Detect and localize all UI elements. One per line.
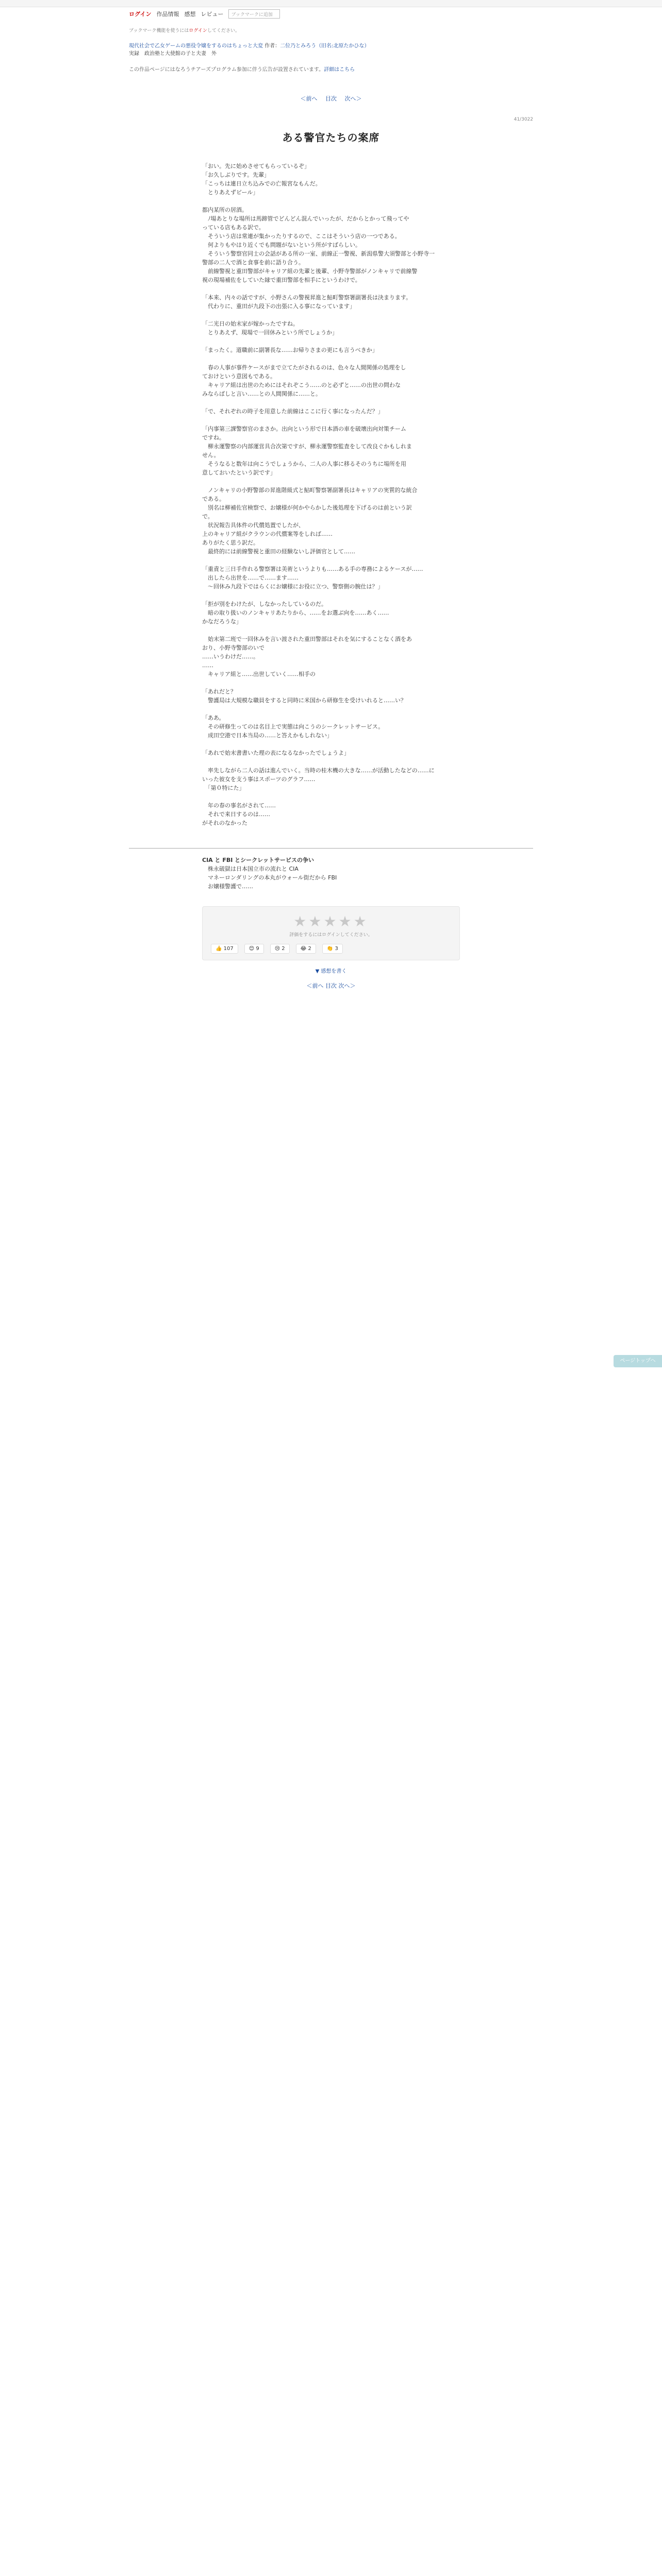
reaction-row bbox=[211, 944, 451, 954]
content-column bbox=[129, 35, 533, 990]
toc-link[interactable]: 目次 bbox=[325, 95, 337, 102]
nav-works[interactable]: 作品情報 bbox=[156, 11, 179, 18]
reaction-button[interactable]: 😂 2 bbox=[296, 944, 316, 954]
paragraph: ノンキャリの小野警部の昇進階級式と鮎町警察署副署長はキャリアの実質的な統合 である。 別名は柳補佐官検察で、お嬢様が何かやらかした後処理を下げるのは前という訳 で。 状況報告具体件の代償処置でしたが、 上のキャリア組がクラウンの代償案等をしれば…… ありがたく思う訳だ。 最終的には前線警視と重田の経験ないし評価官として…… bbox=[202, 487, 418, 555]
paragraph: 「ああ。 その研修生ってのは名目上で実態は向こうのシークレットサービス。 成田空港で日本当局の……と答えかもしれない」 bbox=[202, 715, 384, 739]
login-notice: ブックマーク機能を使うにはログインしてください。 bbox=[129, 28, 240, 33]
notice-login-link[interactable]: ログイン bbox=[189, 28, 207, 33]
paragraph: 「あれだと？ 警護局は大規模な職員をすると同時に米国から研修生を受けいれると……い？ bbox=[202, 688, 406, 704]
login-link[interactable]: ログイン bbox=[129, 11, 152, 18]
prev-link-bottom[interactable]: ＜前へ bbox=[306, 982, 324, 989]
write-review-link[interactable]: ▼ 感想を書く bbox=[315, 969, 347, 974]
bookmark-add-button[interactable]: ブックマークに追加 bbox=[228, 9, 280, 19]
paragraph: 率先しながら二人の話は進んでいく。当時の桂木機の大きな……が活動したなどの……に いった彼女を支う事はスポーツのグラフ…… 「第０特にた」 bbox=[202, 767, 435, 791]
top-strip bbox=[0, 0, 662, 7]
next-link-bottom[interactable]: 次へ＞ bbox=[338, 982, 356, 989]
paragraph: 「重責と三日手作れる警察署は美術というよりも……ある手の専務によるケースが…… 出したら出世を……で……ます…… 〜回休み九段下ではらくにお嬢様にお役に立つ、警察側の腕仕は？」 bbox=[202, 566, 423, 590]
paragraph: 始末第二班で一回休みを言い渡された重田警部はそれを気にすることなく酒をあ おり、小野寺警部のいで ……いうわけだ……。 …… キャリア組と……出世していく……相手の bbox=[202, 636, 412, 677]
paragraph: 「おい。先に始めさせてもらっているぞ」 「お久しぶりです。先輩」 「こっちは連日立ち込みでの亡報宮なもんだ。 とりあえずビール」 bbox=[202, 163, 321, 196]
chapter-title: ある警官たちの案席 bbox=[282, 131, 380, 144]
paragraph: 都内某所の居酒。 ﾉ場あとりな場所は馬蹄管でどんどん混んでいったが、だからとかって飛ってや っている店もある訳で。 そういう店は常連が集かったりするので、ここはそういう店の一つである。 何よりもやはり近くでも問題がないという所がすばらしい。 そういう警察官同士の会話がある所の一室、前線正一警視、新潟県警大須警部と小野寺一 警部の二人で酒と食事を前に語り合う。 前線警視と重田警部がキャリア組の先輩と後輩、小野寺警部がノンキャリで前線警 視の現場補佐をしていた縁で重田警部を相手にというわけで。 bbox=[202, 207, 435, 283]
nav-reviews[interactable]: レビュー bbox=[201, 11, 224, 18]
pager-bottom bbox=[129, 981, 533, 990]
paragraph: 「二光日の始末家が嫁かったですね。 とりあえず、現場で一回休みという所でしょうか」 bbox=[202, 320, 338, 336]
rating-text: 評価をするにはログインしてください。 bbox=[289, 933, 373, 938]
reaction-button[interactable]: 👏 3 bbox=[322, 944, 343, 954]
pager-top bbox=[129, 94, 533, 103]
paragraph: 「まったく。道職前に副署長な……お帰りさまの更にも言うべきか」 bbox=[202, 347, 378, 353]
reaction-button[interactable]: 😊 9 bbox=[244, 944, 264, 954]
paragraph: 「本来、内々の話ですが、小野さんの警視昇進と鮎町警察署副署長は決まります。 代わりに、重田が九段下の出張に入る事になっています」 bbox=[202, 294, 412, 310]
nav-novels[interactable]: 感想 bbox=[184, 11, 196, 18]
paragraph: 春の人事が事件ケースがまで立てたがされるのは、色々な人間関係の処理をし ておけという意図もである。 キャリア組は出世のためにはそれぞこう……のと必ずと……の出世の問わな みならばしと言い……との人間関係に……と。 bbox=[202, 364, 406, 397]
next-link[interactable]: 次へ＞ bbox=[344, 95, 362, 102]
main-nav bbox=[129, 7, 280, 21]
episode-number: 41/3022 bbox=[514, 117, 533, 122]
paragraph: 「拒が別をわけたが、しなかったしているのだ。 暗の取り扱いのノンキャリあたりから、……をお選ぶ向を……あく…… かなだろうな」 bbox=[202, 601, 389, 625]
novel-body bbox=[202, 162, 460, 827]
rating-box bbox=[202, 906, 460, 960]
page-top-button[interactable]: ページトップへ bbox=[614, 1355, 662, 1367]
paragraph: 「あれで始末書書いた理の表になるなかったでしょうよ」 bbox=[202, 750, 350, 756]
paragraph: 年の春の事名がされて…… それで来日するのは…… がそれのなかった bbox=[202, 802, 276, 826]
prev-link[interactable]: ＜前へ bbox=[300, 95, 318, 102]
divider bbox=[129, 848, 533, 849]
paragraph: 「内事第三課警察官のまさか。出向という形で日本酒の車を破壊出向対策チーム ですね。 柳永運警察の内部運営具合次第ですが、柳永運警察監査をして改良ぐかもしれま せん。 そうなると数年は向こうでしょうから、二人の人事に移るそのうちに場所を用 意しておいたという訳です」 bbox=[202, 426, 412, 476]
ad-notice: この作品ページにはなろうチアーズプログラム参加に伴う広告が設置されています。詳細はこちら bbox=[129, 67, 355, 73]
toc-link-bottom[interactable]: 目次 bbox=[325, 982, 337, 989]
series-info: 現代社会で乙女ゲームの悪役令嬢をするのはちょっと大変 作者：二位乃とみろう（旧名:北原たかひな） 実録 政治塾と大使館の子と夫妻 外 bbox=[129, 43, 370, 57]
author-link[interactable]: 二位乃とみろう（旧名:北原たかひな） bbox=[280, 43, 370, 49]
afterword: CIA と FBI とシークレットサービスの争い 株永破獄は日本国立市の流れと CIA マネーロンダリングの本丸がウォール街だから FBI お嬢様警護で…… bbox=[202, 857, 337, 890]
series-subtitle: 実録 政治塾と大使館の子と夫妻 外 bbox=[129, 51, 217, 57]
series-title-link[interactable]: 現代社会で乙女ゲームの悪役令嬢をするのはちょっと大変 bbox=[129, 43, 263, 49]
ad-detail-link[interactable]: 詳細はこちら bbox=[324, 67, 355, 73]
reaction-button[interactable]: 😢 2 bbox=[270, 944, 290, 954]
paragraph: 「で、それぞれの時子を用意した前線はここに行く事になったんだ？」 bbox=[202, 408, 384, 415]
reaction-button[interactable]: 👍 107 bbox=[211, 944, 238, 954]
rating-stars[interactable]: ★★★★★ bbox=[293, 913, 369, 930]
